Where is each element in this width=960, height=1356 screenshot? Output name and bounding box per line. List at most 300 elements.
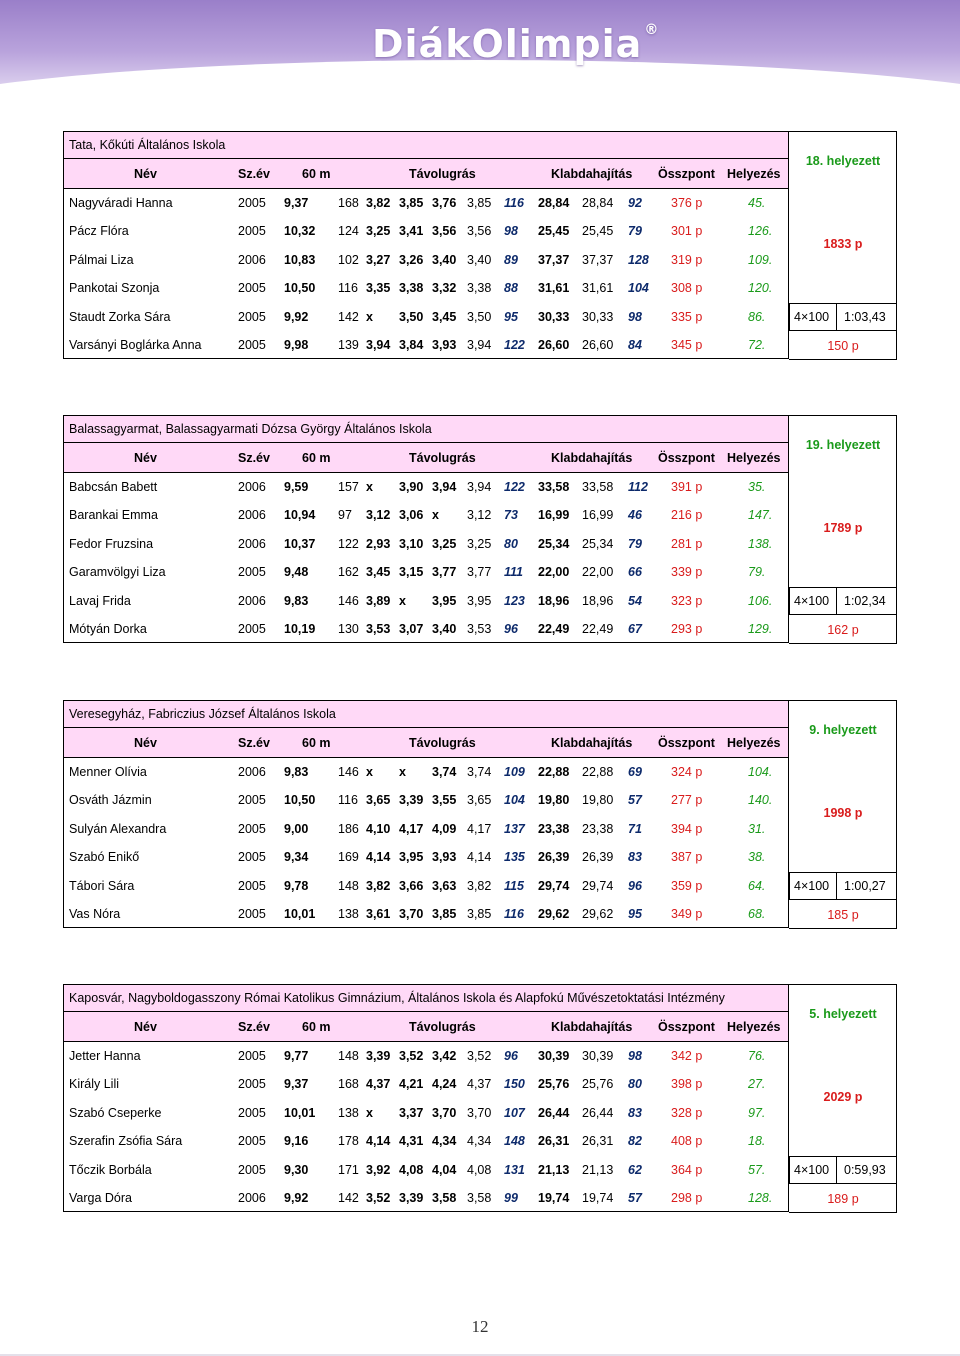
cell-p60: 138: [338, 907, 359, 921]
cell-jp: 137: [504, 821, 525, 836]
relay-result: [789, 303, 897, 331]
cell-j3: 3,74: [432, 765, 457, 779]
cell-t60: 10,01: [284, 907, 316, 921]
header-name: Név: [134, 451, 157, 465]
relay-points: 189 p: [827, 1192, 859, 1206]
header-year: Sz.év: [238, 1020, 270, 1034]
cell-tp: 54: [628, 593, 642, 608]
cell-jp: 122: [504, 480, 525, 494]
cell-tp: 92: [628, 196, 642, 210]
cell-name: Varsányi Boglárka Anna: [69, 338, 202, 352]
cell-p60: 168: [338, 1077, 359, 1092]
cell-name: Szabó Cseperke: [69, 1105, 162, 1120]
team-block: [63, 415, 897, 645]
team-place-label: 18. helyezett: [805, 154, 881, 168]
cell-tb: 21,13: [582, 1162, 614, 1177]
cell-j3: 3,85: [432, 907, 457, 921]
cell-jp: 111: [504, 565, 524, 580]
cell-t60: 10,37: [284, 536, 316, 551]
cell-tp: 83: [628, 1105, 642, 1120]
team-block: [63, 131, 897, 361]
cell-t1: 18,96: [538, 593, 570, 608]
cell-tp: 69: [628, 765, 642, 779]
cell-t1: 25,34: [538, 536, 570, 551]
cell-jp: 99: [504, 1191, 518, 1205]
cell-jp: 96: [504, 1049, 518, 1063]
cell-j1: 3,52: [366, 1191, 391, 1205]
cell-tb: 25,45: [582, 224, 614, 239]
cell-name: Szabó Enikő: [69, 850, 140, 865]
team-place: [789, 415, 897, 473]
cell-rank: 38.: [748, 850, 766, 865]
cell-year: 2005: [238, 878, 266, 893]
cell-p60: 142: [338, 1191, 359, 1205]
relay-label: 4×100: [794, 310, 830, 324]
cell-j2: 3,84: [399, 338, 424, 352]
cell-j3: 4,24: [432, 1077, 457, 1092]
cell-rank: 138.: [748, 536, 773, 551]
cell-jb: 3,38: [467, 281, 492, 296]
cell-jp: 150: [504, 1077, 525, 1092]
cell-j2: 3,90: [399, 480, 424, 494]
cell-total: 308 p: [671, 281, 703, 296]
cell-tb: 26,31: [582, 1134, 614, 1149]
athlete-row: [63, 530, 789, 558]
cell-year: 2005: [238, 1134, 266, 1149]
cell-jp: 98: [504, 224, 518, 239]
team-place: [789, 131, 897, 189]
cell-year: 2005: [238, 338, 266, 352]
cell-p60: 142: [338, 309, 359, 324]
cell-year: 2005: [238, 1105, 266, 1120]
cell-total: 216 p: [671, 508, 703, 523]
cell-tp: 82: [628, 1134, 642, 1149]
cell-t1: 19,80: [538, 793, 570, 808]
cell-name: Menner Olívia: [69, 765, 147, 779]
cell-total: 387 p: [671, 850, 703, 865]
cell-j1: 3,92: [366, 1162, 391, 1177]
cell-rank: 109.: [748, 252, 773, 267]
cell-p60: 124: [338, 224, 359, 239]
cell-name: Szerafin Zsófia Sára: [69, 1134, 183, 1149]
relay-points-box: [789, 331, 897, 360]
cell-total: 281 p: [671, 536, 703, 551]
school-name: Tata, Kőkúti Általános Iskola: [69, 138, 226, 152]
cell-year: 2005: [238, 907, 266, 921]
athlete-row: [63, 786, 789, 814]
cell-t1: 22,00: [538, 565, 570, 580]
header-year: Sz.év: [238, 451, 270, 465]
cell-name: Fedor Fruzsina: [69, 536, 154, 551]
cell-rank: 18.: [748, 1134, 766, 1149]
cell-j3: 4,04: [432, 1162, 457, 1177]
cell-name: Vas Nóra: [69, 907, 121, 921]
cell-year: 2005: [238, 821, 266, 836]
header-total: Összpont: [658, 1020, 715, 1034]
cell-j1: 3,45: [366, 565, 391, 580]
cell-rank: 31.: [748, 821, 766, 836]
cell-jp: 148: [504, 1134, 525, 1149]
header-m60: 60 m: [302, 736, 331, 750]
header-long-jump: Távolugrás: [409, 451, 476, 465]
cell-j1: x: [366, 1105, 373, 1120]
cell-j3: x: [432, 508, 439, 523]
team-place: [789, 700, 897, 758]
cell-j3: 3,45: [432, 309, 457, 324]
cell-t60: 10,01: [284, 1105, 316, 1120]
relay-points-box: [789, 900, 897, 929]
cell-j1: 4,14: [366, 1134, 391, 1149]
athlete-row: [63, 1184, 789, 1212]
cell-t60: 9,59: [284, 480, 309, 494]
cell-p60: 97: [338, 508, 352, 523]
cell-total: 328 p: [671, 1105, 703, 1120]
cell-rank: 79.: [748, 565, 766, 580]
cell-t60: 9,37: [284, 1077, 309, 1092]
cell-jb: 3,82: [467, 878, 492, 893]
cell-p60: 130: [338, 622, 359, 636]
cell-name: Varga Dóra: [69, 1191, 132, 1205]
cell-t1: 30,39: [538, 1049, 570, 1063]
cell-year: 2005: [238, 281, 266, 296]
cell-name: Pálmai Liza: [69, 252, 134, 267]
cell-t1: 37,37: [538, 252, 570, 267]
cell-jb: 3,12: [467, 508, 492, 523]
cell-rank: 128.: [748, 1191, 773, 1205]
athlete-row: [63, 189, 789, 217]
athlete-row: [63, 501, 789, 529]
cell-j1: 3,39: [366, 1049, 391, 1063]
cell-j3: 3,94: [432, 480, 457, 494]
team-place-label: 5. helyezett: [809, 1007, 877, 1021]
cell-tb: 31,61: [582, 281, 614, 296]
relay-divider: [836, 588, 837, 614]
relay-label: 4×100: [794, 879, 830, 893]
cell-tp: 104: [628, 281, 649, 296]
cell-total: 342 p: [671, 1049, 703, 1063]
column-header-row: [63, 728, 789, 758]
header-ball-throw: Klabdahajítás: [551, 451, 633, 465]
team-total-points: 1789 p: [823, 521, 863, 535]
team-place-label: 19. helyezett: [805, 438, 881, 452]
cell-jp: 104: [504, 793, 525, 808]
header-rank: Helyezés: [727, 451, 781, 465]
cell-year: 2005: [238, 309, 266, 324]
cell-total: 376 p: [671, 196, 703, 210]
header-ball-throw: Klabdahajítás: [551, 167, 633, 181]
cell-j2: 3,95: [399, 850, 424, 865]
cell-j1: 3,82: [366, 878, 391, 893]
cell-j2: 3,07: [399, 622, 424, 636]
cell-j2: 3,26: [399, 252, 424, 267]
cell-t60: 9,16: [284, 1134, 309, 1149]
cell-total: 301 p: [671, 224, 703, 239]
cell-jb: 4,34: [467, 1134, 492, 1149]
cell-rank: 64.: [748, 878, 766, 893]
cell-t1: 28,84: [538, 196, 570, 210]
relay-time: 1:00,27: [844, 879, 886, 893]
cell-p60: 116: [338, 793, 358, 808]
cell-tb: 23,38: [582, 821, 614, 836]
cell-j1: 3,82: [366, 196, 391, 210]
cell-tb: 16,99: [582, 508, 614, 523]
cell-t1: 21,13: [538, 1162, 570, 1177]
cell-t1: 29,62: [538, 907, 570, 921]
athlete-row: [63, 246, 789, 274]
cell-tp: 79: [628, 536, 642, 551]
cell-p60: 138: [338, 1105, 359, 1120]
cell-total: 293 p: [671, 622, 703, 636]
cell-t1: 26,60: [538, 338, 570, 352]
team-total-points: 1833 p: [823, 237, 863, 251]
cell-t60: 10,32: [284, 224, 316, 239]
school-name: Kaposvár, Nagyboldogasszony Római Katolikus Gimnázium, Általános Iskola és Alapfokú Művészetoktatási Intézmény: [69, 991, 725, 1005]
cell-p60: 157: [338, 480, 359, 494]
team-total: [789, 758, 897, 872]
cell-jb: 3,56: [467, 224, 492, 239]
relay-points-box: [789, 615, 897, 644]
cell-t60: 10,50: [284, 793, 316, 808]
athlete-row: [63, 1042, 789, 1070]
cell-total: 398 p: [671, 1077, 703, 1092]
cell-t60: 10,19: [284, 622, 316, 636]
cell-t60: 9,83: [284, 593, 309, 608]
cell-j1: 3,89: [366, 593, 391, 608]
cell-j2: 3,15: [399, 565, 424, 580]
cell-j2: 3,70: [399, 907, 424, 921]
cell-j2: 3,41: [399, 224, 424, 239]
school-name-row: [63, 984, 789, 1012]
cell-name: Osváth Jázmin: [69, 793, 152, 808]
athlete-row: [63, 758, 789, 786]
cell-t60: 9,92: [284, 309, 309, 324]
cell-t60: 9,30: [284, 1162, 309, 1177]
cell-total: 394 p: [671, 821, 703, 836]
cell-rank: 72.: [748, 338, 766, 352]
cell-jb: 3,58: [467, 1191, 492, 1205]
cell-j3: 3,40: [432, 252, 457, 267]
athlete-row: [63, 217, 789, 245]
cell-jp: 115: [504, 878, 524, 893]
cell-j2: 3,50: [399, 309, 424, 324]
cell-jp: 116: [504, 907, 524, 921]
cell-j1: 3,65: [366, 793, 391, 808]
cell-jb: 3,95: [467, 593, 492, 608]
cell-year: 2005: [238, 793, 266, 808]
cell-rank: 104.: [748, 765, 773, 779]
cell-tb: 29,74: [582, 878, 614, 893]
cell-jb: 3,77: [467, 565, 492, 580]
cell-total: 345 p: [671, 338, 703, 352]
cell-year: 2005: [238, 622, 266, 636]
cell-rank: 86.: [748, 309, 766, 324]
cell-tp: 128: [628, 252, 649, 267]
school-name-row: [63, 700, 789, 728]
cell-j3: 3,25: [432, 536, 457, 551]
athlete-row: [63, 1099, 789, 1127]
cell-tb: 22,49: [582, 622, 614, 636]
cell-jb: 4,08: [467, 1162, 492, 1177]
cell-year: 2006: [238, 1191, 266, 1205]
cell-tb: 30,39: [582, 1049, 614, 1063]
cell-p60: 102: [338, 252, 359, 267]
cell-year: 2006: [238, 765, 266, 779]
header-name: Név: [134, 1020, 157, 1034]
cell-tb: 25,76: [582, 1077, 614, 1092]
cell-jb: 3,85: [467, 907, 492, 921]
cell-jp: 73: [504, 508, 518, 523]
relay-result: [789, 1156, 897, 1184]
diakolimpia-logo: [372, 22, 659, 66]
cell-rank: 57.: [748, 1162, 766, 1177]
cell-t1: 26,31: [538, 1134, 570, 1149]
cell-j1: 3,53: [366, 622, 391, 636]
cell-p60: 186: [338, 821, 359, 836]
cell-tp: 95: [628, 907, 642, 921]
header-name: Név: [134, 167, 157, 181]
cell-total: 335 p: [671, 309, 703, 324]
cell-jb: 4,17: [467, 821, 492, 836]
cell-jp: 131: [504, 1162, 525, 1177]
cell-year: 2006: [238, 252, 266, 267]
cell-total: 408 p: [671, 1134, 703, 1149]
cell-t60: 9,37: [284, 196, 309, 210]
cell-j2: 4,08: [399, 1162, 424, 1177]
cell-p60: 169: [338, 850, 359, 865]
cell-j3: 3,95: [432, 593, 457, 608]
cell-total: 364 p: [671, 1162, 703, 1177]
cell-name: Nagyváradi Hanna: [69, 196, 173, 210]
header-name: Név: [134, 736, 157, 750]
relay-divider: [836, 304, 837, 330]
cell-t60: 10,94: [284, 508, 316, 523]
relay-result: [789, 587, 897, 615]
cell-j2: 3,37: [399, 1105, 424, 1120]
cell-j1: 3,94: [366, 338, 391, 352]
cell-total: 277 p: [671, 793, 703, 808]
cell-jb: 3,52: [467, 1049, 492, 1063]
cell-j1: 4,37: [366, 1077, 391, 1092]
cell-tp: 79: [628, 224, 642, 239]
cell-t60: 9,00: [284, 821, 309, 836]
header-total: Összpont: [658, 451, 715, 465]
relay-label: 4×100: [794, 594, 830, 608]
cell-p60: 148: [338, 1049, 359, 1063]
cell-t60: 9,92: [284, 1191, 309, 1205]
team-total: [789, 473, 897, 587]
relay-time: 1:02,34: [844, 594, 886, 608]
relay-time: 0:59,93: [844, 1163, 886, 1177]
cell-j2: 3,06: [399, 508, 424, 523]
cell-jp: 96: [504, 622, 518, 636]
cell-rank: 147.: [748, 508, 773, 523]
cell-t60: 10,50: [284, 281, 316, 296]
school-name-row: [63, 415, 789, 443]
cell-t1: 16,99: [538, 508, 570, 523]
cell-total: 319 p: [671, 252, 703, 267]
cell-tb: 19,80: [582, 793, 614, 808]
cell-j3: 3,40: [432, 622, 457, 636]
cell-p60: 148: [338, 878, 359, 893]
athlete-row: [63, 473, 789, 501]
header-long-jump: Távolugrás: [409, 736, 476, 750]
cell-j1: x: [366, 309, 373, 324]
relay-label: 4×100: [794, 1163, 830, 1177]
cell-year: 2005: [238, 850, 266, 865]
cell-j2: 3,85: [399, 196, 424, 210]
cell-rank: 106.: [748, 593, 773, 608]
cell-tp: 112: [628, 480, 648, 494]
cell-jb: 4,14: [467, 850, 492, 865]
cell-year: 2005: [238, 565, 266, 580]
cell-name: Tábori Sára: [69, 878, 135, 893]
athlete-row: [63, 843, 789, 871]
relay-points: 162 p: [827, 623, 859, 637]
cell-j1: 3,27: [366, 252, 391, 267]
cell-p60: 122: [338, 536, 359, 551]
cell-rank: 97.: [748, 1105, 766, 1120]
cell-j3: 3,55: [432, 793, 457, 808]
cell-jb: 3,65: [467, 793, 492, 808]
cell-t60: 9,34: [284, 850, 309, 865]
logo-registered-mark: ®: [644, 22, 660, 38]
cell-rank: 120.: [748, 281, 773, 296]
athlete-row: [63, 558, 789, 586]
cell-name: Sulyán Alexandra: [69, 821, 167, 836]
cell-tp: 83: [628, 850, 642, 865]
cell-jb: 4,37: [467, 1077, 492, 1092]
cell-j2: 3,39: [399, 1191, 424, 1205]
header-total: Összpont: [658, 167, 715, 181]
cell-t1: 31,61: [538, 281, 570, 296]
school-name: Balassagyarmat, Balassagyarmati Dózsa György Általános Iskola: [69, 422, 432, 436]
cell-j1: 4,14: [366, 850, 391, 865]
cell-p60: 146: [338, 593, 359, 608]
cell-name: Tőczik Borbála: [69, 1162, 152, 1177]
cell-t1: 25,45: [538, 224, 570, 239]
cell-j2: 3,66: [399, 878, 424, 893]
school-name: Veresegyház, Fabriczius József Általános Iskola: [69, 707, 336, 721]
cell-j2: 3,39: [399, 793, 424, 808]
cell-j2: x: [399, 765, 406, 779]
relay-points: 185 p: [827, 908, 859, 922]
cell-t1: 22,88: [538, 765, 570, 779]
cell-jp: 95: [504, 309, 518, 324]
cell-rank: 27.: [748, 1077, 766, 1092]
header-rank: Helyezés: [727, 1020, 781, 1034]
cell-j1: 3,25: [366, 224, 391, 239]
cell-t60: 9,78: [284, 878, 309, 893]
cell-jb: 3,94: [467, 338, 492, 352]
athlete-row: [63, 1070, 789, 1098]
cell-t1: 25,76: [538, 1077, 570, 1092]
column-header-row: [63, 443, 789, 473]
cell-name: Lavaj Frida: [69, 593, 131, 608]
athlete-row: [63, 587, 789, 615]
cell-name: Staudt Zorka Sára: [69, 309, 171, 324]
relay-points-box: [789, 1184, 897, 1213]
cell-year: 2006: [238, 536, 266, 551]
cell-j3: 3,58: [432, 1191, 457, 1205]
cell-tp: 98: [628, 1049, 642, 1063]
cell-tp: 62: [628, 1162, 642, 1177]
cell-jp: 122: [504, 338, 525, 352]
cell-j3: 3,63: [432, 878, 457, 893]
cell-total: 339 p: [671, 565, 703, 580]
cell-total: 324 p: [671, 765, 703, 779]
cell-year: 2005: [238, 1077, 266, 1092]
cell-tb: 28,84: [582, 196, 614, 210]
